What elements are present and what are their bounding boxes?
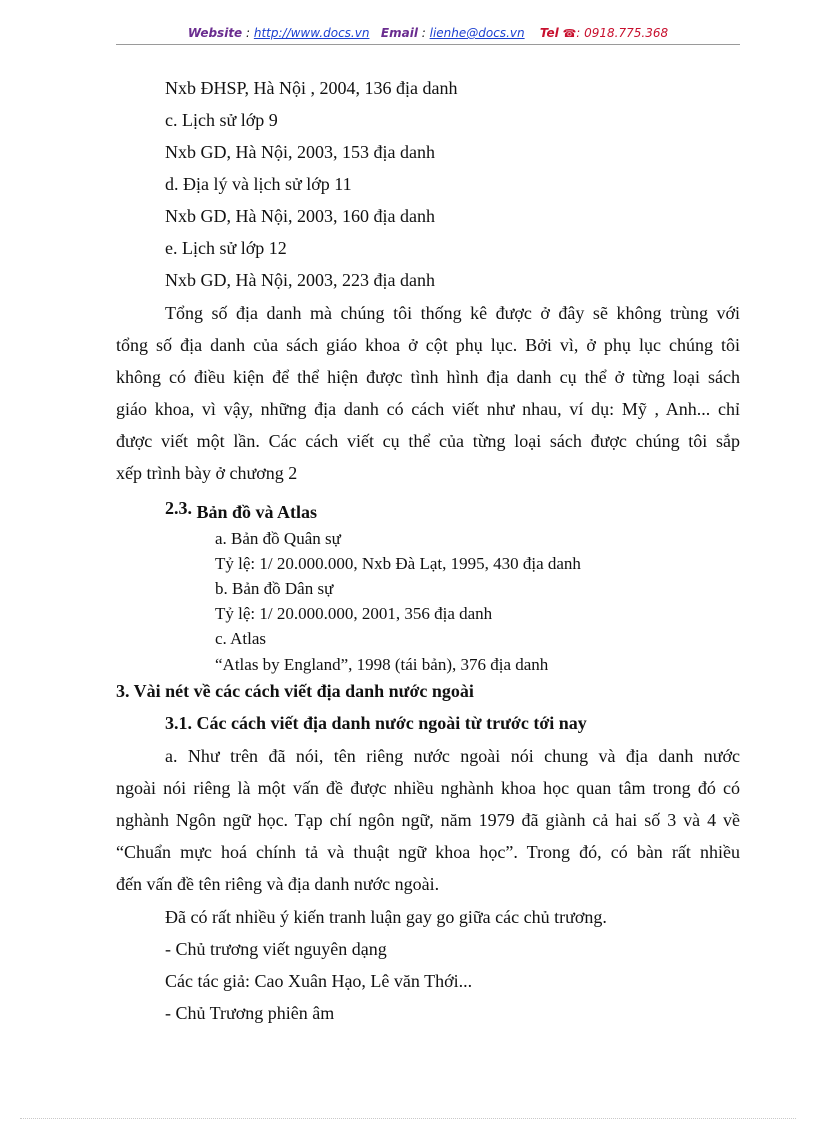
- paragraph-line: nghành Ngôn ngữ học. Tạp chí ngôn ngữ, năm 1979 đã giành cả hai số 3 và 4 về: [116, 810, 740, 830]
- paragraph-line: được viết một lần. Các cách viết cụ thể của từng loại sách được chúng tôi sắp: [116, 431, 740, 451]
- section-2-3-heading: [165, 497, 740, 522]
- book-item-e: e. Lịch sử lớp 12: [165, 238, 287, 258]
- publisher-line-3: Nxb GD, Hà Nội, 2003, 160 địa danh: [165, 206, 435, 226]
- map-item: Tỷ lệ: 1/ 20.000.000, 2001, 356 địa danh: [215, 604, 493, 623]
- paragraph-line: không có điều kiện để thể hiện được tình hình địa danh cụ thể ở từng loại sách: [116, 367, 740, 387]
- paragraph-line: tổng số địa danh của sách giáo khoa ở cột phụ lục. Bởi vì, ở phụ lục chúng tôi: [116, 335, 740, 355]
- paragraph-line: xếp trình bày ở chương 2: [116, 463, 298, 483]
- paragraph-line: “Chuẩn mực hoá chính tả và thuật ngữ khoa học”. Trong đó, có bàn rất nhiều: [116, 842, 740, 862]
- email-label: Email: [380, 26, 418, 40]
- paragraph-line: ngoài nói riêng là một vấn đề được nhiều nghành khoa học quan tâm trong đó có: [116, 778, 740, 798]
- map-item: c. Atlas: [215, 629, 266, 648]
- section-number: 2.3.: [165, 498, 192, 518]
- paragraph-line: Tổng số địa danh mà chúng tôi thống kê được ở đây sẽ không trùng với: [165, 303, 740, 323]
- authors-line: Các tác giả: Cao Xuân Hạo, Lê văn Thới...: [165, 971, 473, 991]
- map-item: Tỷ lệ: 1/ 20.000.000, Nxb Đà Lạt, 1995, 430 địa danh: [215, 554, 581, 573]
- tel-value: : 0918.775.368: [576, 26, 669, 40]
- email-link[interactable]: lienhe@docs.vn: [429, 26, 525, 40]
- section-3-1-heading: 3.1. Các cách viết địa danh nước ngoài từ trước tới nay: [165, 713, 587, 733]
- section-3-heading: 3. Vài nét về các cách viết địa danh nước ngoài: [116, 681, 474, 701]
- tel-label: Tel: [539, 26, 559, 40]
- policy-item-2: - Chủ Trương phiên âm: [165, 1003, 335, 1023]
- website-separator: :: [242, 26, 254, 40]
- page-header: [116, 24, 740, 45]
- page-bottom-divider: [20, 1118, 796, 1119]
- debate-line: Đã có rất nhiều ý kiến tranh luận gay go giữa các chủ trương.: [165, 907, 607, 927]
- publisher-line-4: Nxb GD, Hà Nội, 2003, 223 địa danh: [165, 270, 435, 290]
- paragraph-line: giáo khoa, vì vậy, những địa danh có cách viết như nhau, ví dụ: Mỹ , Anh... chỉ: [116, 399, 740, 419]
- map-item: “Atlas by England”, 1998 (tái bản), 376 địa danh: [215, 655, 549, 674]
- paragraph-line: a. Như trên đã nói, tên riêng nước ngoài nói chung và địa danh nước: [165, 746, 740, 766]
- email-separator: :: [417, 26, 430, 40]
- map-item: b. Bản đồ Dân sự: [215, 579, 334, 598]
- book-item-c: c. Lịch sử lớp 9: [165, 110, 278, 130]
- phone-icon: ☎: [562, 27, 577, 40]
- paragraph-line: đến vấn đề tên riêng và địa danh nước ngoài.: [116, 874, 440, 894]
- book-item-d: d. Địa lý và lịch sử lớp 11: [165, 174, 352, 194]
- publisher-line-2: Nxb GD, Hà Nội, 2003, 153 địa danh: [165, 142, 435, 162]
- policy-item-1: - Chủ trương viết nguyên dạng: [165, 939, 387, 959]
- section-title: Bản đồ và Atlas: [196, 502, 318, 522]
- map-item: a. Bản đồ Quân sự: [215, 529, 341, 548]
- website-label: Website: [187, 26, 243, 40]
- publisher-line-1: Nxb ĐHSP, Hà Nội , 2004, 136 địa danh: [165, 78, 458, 98]
- website-link[interactable]: http://www.docs.vn: [253, 26, 370, 40]
